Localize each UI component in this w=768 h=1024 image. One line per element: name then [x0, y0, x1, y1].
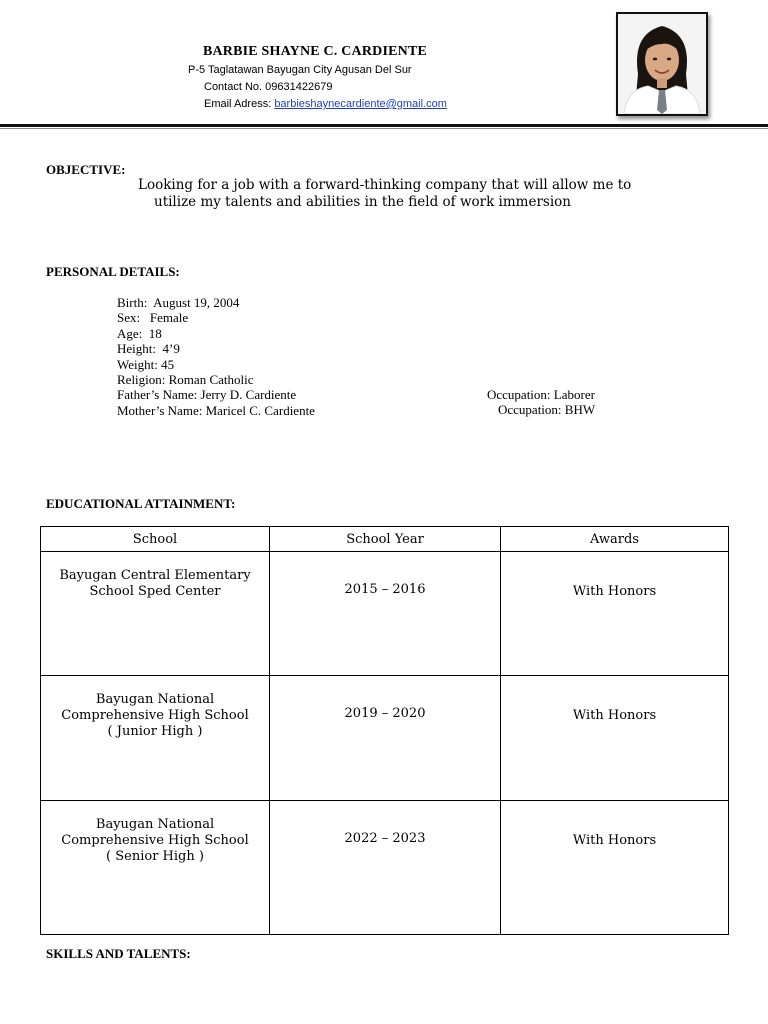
email-link[interactable]: barbieshaynecardiente@gmail.com — [274, 98, 447, 110]
age-detail: Age: 18 — [117, 325, 162, 341]
school-name-line: Comprehensive High School — [61, 708, 249, 723]
education-table — [40, 526, 729, 935]
table-row — [41, 676, 729, 801]
skills-heading: SKILLS AND TALENTS: — [46, 946, 191, 961]
mother-occupation: Occupation: BHW — [498, 402, 596, 417]
father-name-detail: Father’s Name: Jerry D. Cardiente — [117, 387, 297, 403]
school-cell — [41, 801, 270, 935]
column-header-school-year: School Year — [270, 527, 501, 552]
award-cell: With Honors — [501, 676, 729, 801]
sex-detail: Sex: Female — [117, 310, 189, 326]
weight-detail: Weight: 45 — [117, 356, 175, 372]
address-line: P-5 Taglatawan Bayugan City Agusan Del Sur — [188, 64, 412, 76]
school-cell — [41, 552, 270, 676]
email-label: Email Adress: — [204, 98, 275, 110]
father-occupation: Occupation: Laborer — [487, 387, 595, 402]
header-divider-shadow — [0, 128, 768, 129]
contact-number: Contact No. 09631422679 — [204, 81, 333, 93]
school-name-line: Bayugan National — [95, 817, 215, 832]
portrait-image — [618, 14, 706, 114]
applicant-name: BARBIE SHAYNE C. CARDIENTE — [202, 44, 428, 59]
birth-detail: Birth: August 19, 2004 — [117, 295, 240, 310]
header-divider — [0, 124, 768, 127]
height-detail: Height: 4’9 — [117, 341, 180, 357]
award-cell: With Honors — [501, 801, 729, 935]
table-row — [41, 552, 729, 676]
school-year-cell: 2019 – 2020 — [270, 676, 501, 801]
objective-heading: OBJECTIVE: — [46, 162, 126, 177]
school-name-line: School Sped Center — [89, 584, 221, 599]
table-row — [41, 801, 729, 935]
column-header-school: School — [41, 527, 270, 552]
school-year-cell: 2022 – 2023 — [270, 801, 501, 935]
school-name-line: Bayugan Central Elementary — [59, 568, 251, 583]
school-cell — [41, 676, 270, 801]
objective-line-2: utilize my talents and abilities in the field of work immersion — [154, 194, 571, 210]
school-level-line: ( Junior High ) — [107, 724, 203, 739]
column-header-awards: Awards — [501, 527, 729, 552]
school-name-line: Bayugan National — [95, 692, 215, 707]
personal-details-list — [117, 295, 315, 418]
email-line — [204, 98, 447, 110]
personal-details-heading: PERSONAL DETAILS: — [46, 264, 180, 279]
religion-detail: Religion: Roman Catholic — [117, 372, 254, 388]
objective-text — [138, 177, 698, 211]
mother-name-detail: Mother’s Name: Maricel C. Cardiente — [117, 402, 315, 418]
education-heading: EDUCATIONAL ATTAINMENT: — [46, 496, 236, 511]
school-name-line: Comprehensive High School — [61, 833, 249, 848]
school-year-cell: 2015 – 2016 — [270, 552, 501, 676]
school-level-line: ( Senior High ) — [106, 849, 204, 864]
table-header-row — [41, 527, 729, 552]
award-cell: With Honors — [501, 552, 729, 676]
objective-line-1: Looking for a job with a forward-thinking company that will allow me to — [138, 177, 632, 193]
applicant-photo — [616, 12, 708, 116]
